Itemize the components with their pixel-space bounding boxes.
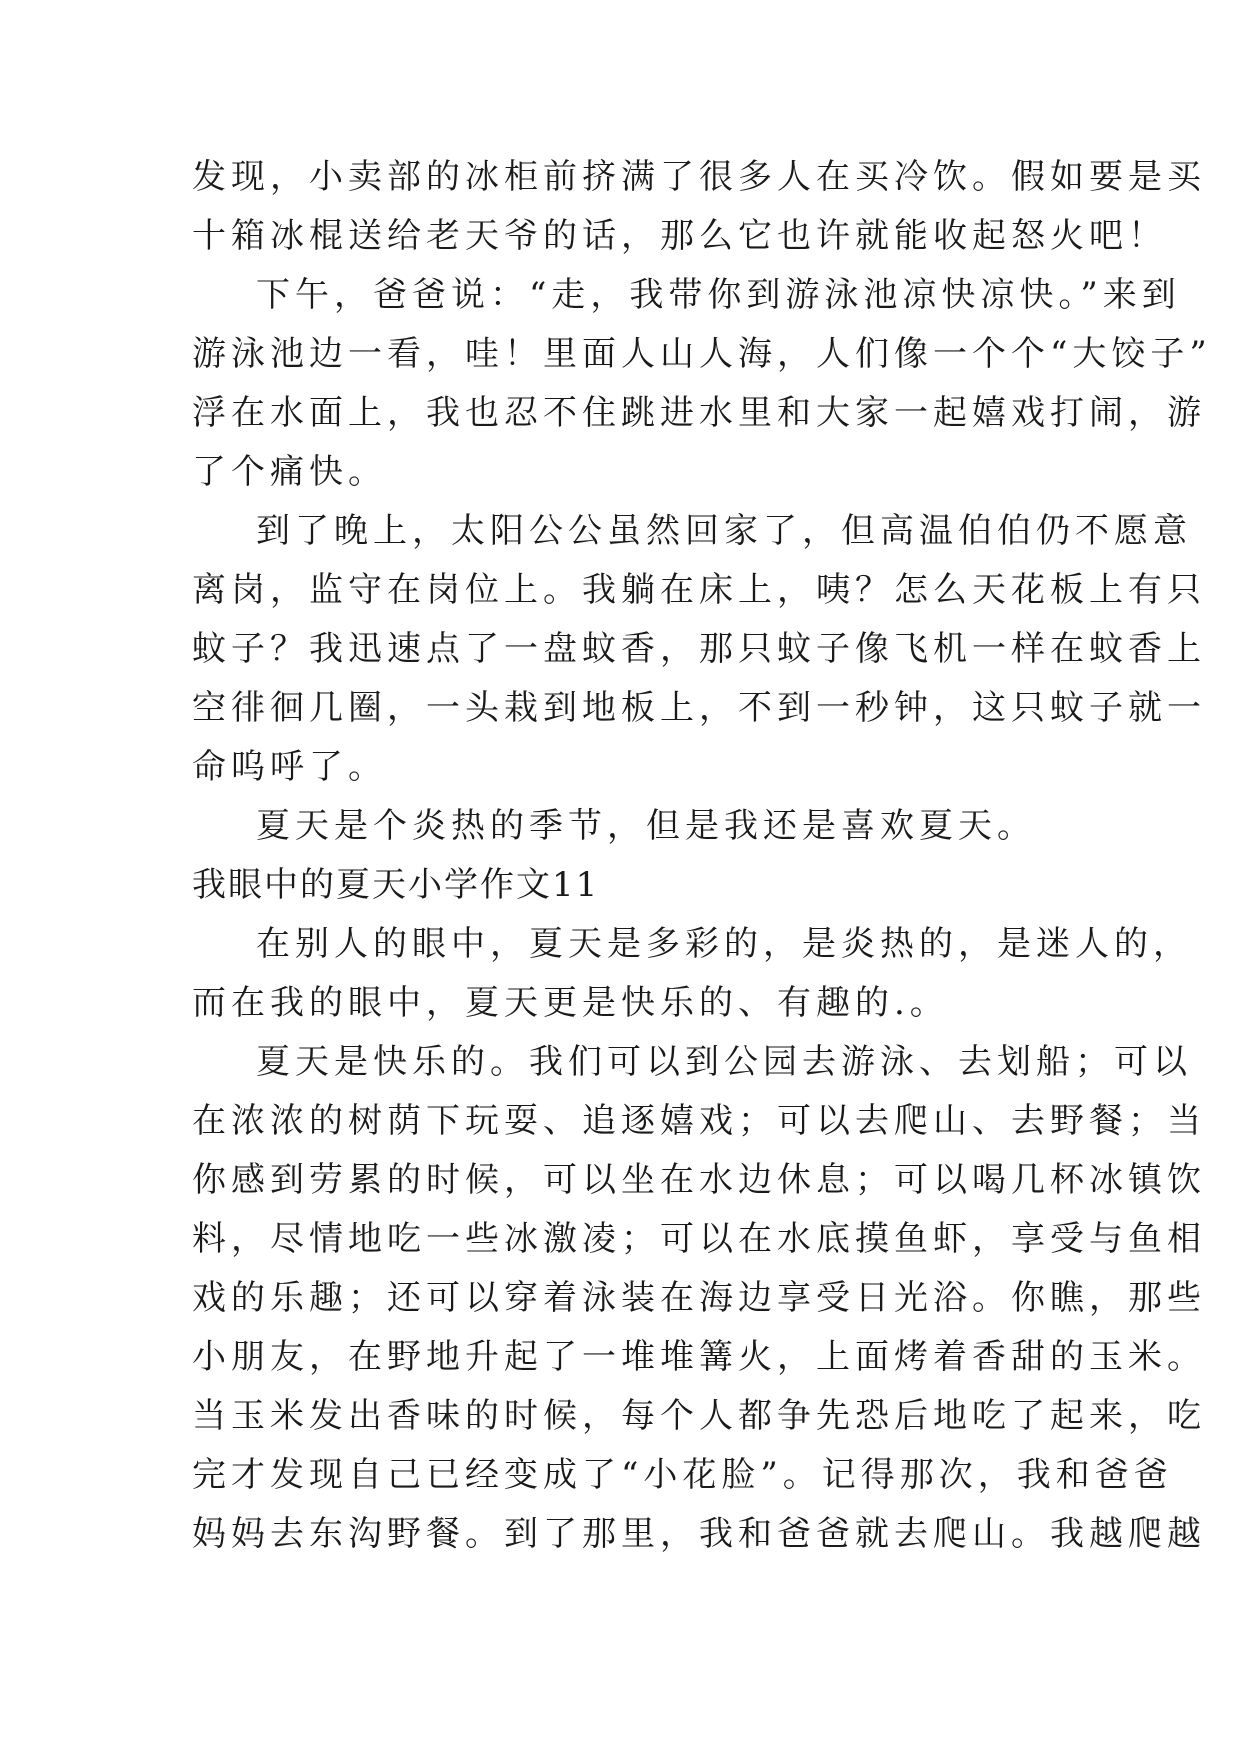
- text-line: 而在我的眼中，夏天更是快乐的、有趣的.。: [192, 983, 949, 1023]
- text-line: 完才发现自己已经变成了“小花脸”。记得那次，我和爸爸: [192, 1455, 1173, 1495]
- text-line: 在浓浓的树荫下玩耍、追逐嬉戏；可以去爬山、去野餐；当: [192, 1101, 1206, 1141]
- text-line: 了个痛快。: [192, 452, 387, 492]
- text-line: 妈妈去东沟野餐。到了那里，我和爸爸就去爬山。我越爬越: [192, 1514, 1206, 1554]
- text-line: 料，尽情地吃一些冰激凌；可以在水底摸鱼虾，享受与鱼相: [192, 1219, 1206, 1259]
- text-line: 小朋友，在野地升起了一堆堆篝火，上面烤着香甜的玉米。: [192, 1337, 1206, 1377]
- text-line: 空徘徊几圈，一头栽到地板上，不到一秒钟，这只蚊子就一: [192, 688, 1206, 728]
- paragraph-start-line: 下午，爸爸说：“走，我带你到游泳池凉快凉快。”来到: [256, 275, 1181, 315]
- paragraph-start-line: 夏天是个炎热的季节，但是我还是喜欢夏天。: [256, 806, 1036, 846]
- text-line: 当玉米发出香味的时候，每个人都争先恐后地吃了起来，吃: [192, 1396, 1206, 1436]
- text-line: 你感到劳累的时候，可以坐在水边休息；可以喝几杯冰镇饮: [192, 1160, 1206, 1200]
- text-line: 蚊子？我迅速点了一盘蚊香，那只蚊子像飞机一样在蚊香上: [192, 629, 1206, 669]
- text-line: 离岗，监守在岗位上。我躺在床上，咦？怎么天花板上有只: [192, 570, 1206, 610]
- text-line: 发现，小卖部的冰柜前挤满了很多人在买冷饮。假如要是买: [192, 157, 1206, 197]
- paragraph-start-line: 在别人的眼中，夏天是多彩的，是炎热的，是迷人的，: [256, 924, 1192, 964]
- text-line: 浮在水面上，我也忍不住跳进水里和大家一起嬉戏打闹，游: [192, 393, 1206, 433]
- text-line: 游泳池边一看，哇！里面人山人海，人们像一个个“大饺子”: [192, 334, 1212, 374]
- text-line: 十箱冰棍送给老天爷的话，那么它也许就能收起怒火吧！: [192, 216, 1167, 256]
- paragraph-start-line: 到了晚上，太阳公公虽然回家了，但高温伯伯仍不愿意: [256, 511, 1192, 551]
- paragraph-start-line: 夏天是快乐的。我们可以到公园去游泳、去划船；可以: [256, 1042, 1192, 1082]
- text-line: 戏的乐趣；还可以穿着泳装在海边享受日光浴。你瞧，那些: [192, 1278, 1206, 1318]
- text-line: 命呜呼了。: [192, 747, 387, 787]
- section-heading: 我眼中的夏天小学作文11: [192, 865, 600, 905]
- essay-body: [192, 148, 1212, 1564]
